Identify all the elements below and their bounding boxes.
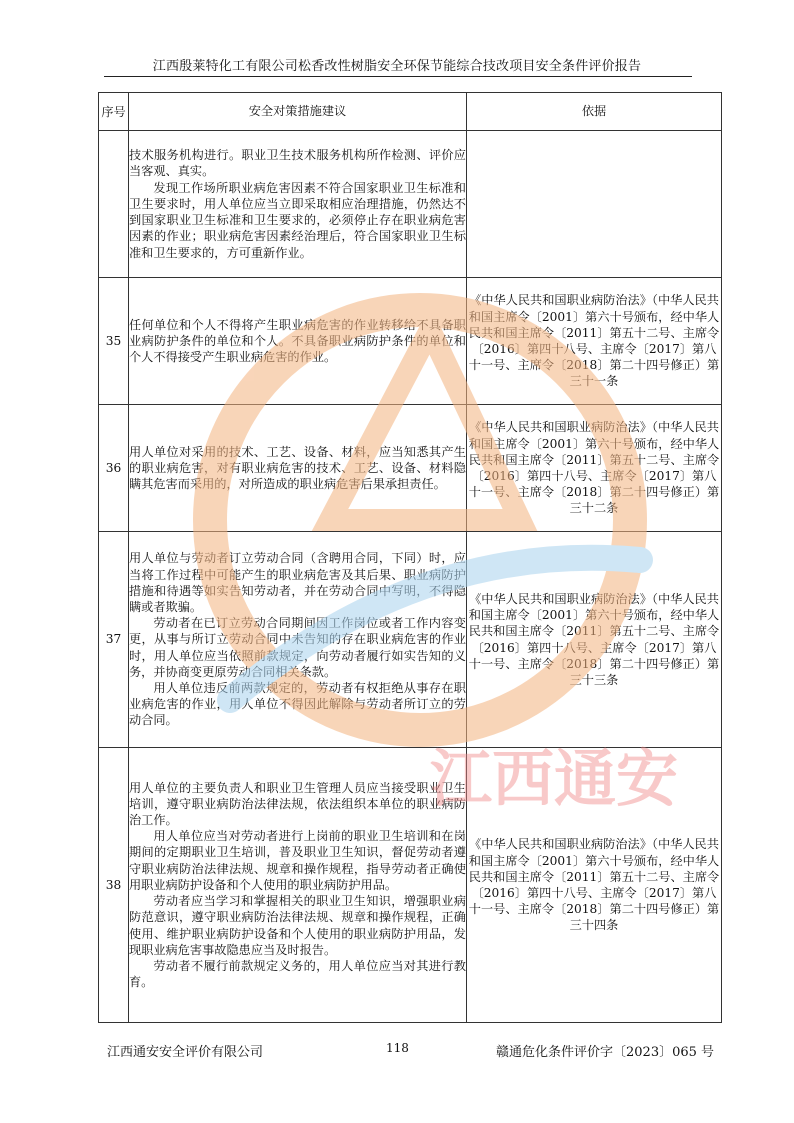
- measure-paragraph: 用人单位的主要负责人和职业卫生管理人员应当接受职业卫生培训，遵守职业病防治法律法规，依法组织本单位的职业病防治工作。: [129, 780, 466, 828]
- table-row: [99, 532, 722, 748]
- table-row: [99, 748, 722, 1023]
- basis-cell: 《中华人民共和国职业病防治法》（中华人民共和国主席令〔2001〕第六十号颁布，经中华人民共和国主席令〔2011〕第五十二号、主席令〔2016〕第四十八号、主席令〔2017〕第八十一号、主席令〔2018〕第二十四号修正）第三十二条: [467, 405, 722, 532]
- measure-cell: [129, 405, 467, 532]
- header-no: 序号: [99, 93, 129, 131]
- footer-page-number: 118: [386, 1041, 409, 1055]
- table-row: [99, 405, 722, 532]
- table-header-row: [99, 93, 722, 131]
- measure-paragraph: 发现工作场所职业病危害因素不符合国家职业卫生标准和卫生要求时，用人单位应当立即采取相应治理措施，仍然达不到国家职业卫生标准和卫生要求的，必须停止存在职业病危害因素的作业；职业病危害因素经治理后，符合国家职业卫生标准和卫生要求的，方可重新作业。: [129, 180, 466, 260]
- footer-company: 江西通安安全评价有限公司: [107, 1045, 264, 1060]
- row-number: 38: [99, 748, 129, 1023]
- basis-cell: 《中华人民共和国职业病防治法》（中华人民共和国主席令〔2001〕第六十号颁布，经中华人民共和国主席令〔2011〕第五十二号、主席令〔2016〕第四十八号、主席令〔2017〕第八十一号、主席令〔2018〕第二十四号修正）第三十三条: [467, 532, 722, 748]
- header-measure: 安全对策措施建议: [129, 93, 467, 131]
- header-title: 江西殷莱特化工有限公司松香改性树脂安全环保节能综合技改项目安全条件评价报告: [152, 59, 642, 74]
- measure-cell: [129, 748, 467, 1023]
- measure-paragraph: 劳动者应当学习和掌握相关的职业卫生知识，增强职业病防范意识，遵守职业病防治法律法规、规章和操作规程，正确使用、维护职业病防护设备和个人使用的职业病防护用品，发现职业病危害事故隐患应当及时报告。: [129, 894, 466, 957]
- measure-paragraph: 用人单位违反前两款规定的，劳动者有权拒绝从事存在职业病危害的作业，用人单位不得因此解除与劳动者所订立的劳动合同。: [129, 681, 466, 728]
- measure-paragraph: 用人单位对采用的技术、工艺、设备、材料，应当知悉其产生的职业病危害，对有职业病危害的技术、工艺、设备、材料隐瞒其危害而采用的，对所造成的职业病危害后果承担责任。: [129, 444, 466, 492]
- row-number: 37: [99, 532, 129, 748]
- row-number: [99, 131, 129, 278]
- header-rule: [104, 76, 692, 77]
- measure-paragraph: 用人单位与劳动者订立劳动合同（含聘用合同，下同）时，应当将工作过程中可能产生的职业病危害及其后果、职业病防护措施和待遇等如实告知劳动者，并在劳动合同中写明，不得隐瞒或者欺骗。: [129, 551, 466, 614]
- measure-cell: [129, 278, 467, 405]
- basis-cell: [467, 131, 722, 278]
- measure-paragraph: 任何单位和个人不得将产生职业病危害的作业转移给不具备职业病防护条件的单位和个人。不具备职业病防护条件的单位和个人不得接受产生职业病危害的作业。: [129, 317, 466, 365]
- row-number: 36: [99, 405, 129, 532]
- measure-paragraph: 技术服务机构进行。职业卫生技术服务机构所作检测、评价应当客观、真实。: [129, 148, 466, 179]
- footer-doc-number: 赣通危化条件评价字〔2023〕065 号: [496, 1045, 715, 1060]
- basis-cell: 《中华人民共和国职业病防治法》（中华人民共和国主席令〔2001〕第六十号颁布，经中华人民共和国主席令〔2011〕第五十二号、主席令〔2016〕第四十八号、主席令〔2017〕第八十一号、主席令〔2018〕第二十四号修正）第三十一条: [467, 278, 722, 405]
- table-row: [99, 278, 722, 405]
- row-number: 35: [99, 278, 129, 405]
- watermark-text: 江西通安: [430, 745, 679, 814]
- measures-table: [98, 92, 722, 1023]
- table-row: [99, 131, 722, 278]
- header-basis: 依据: [467, 93, 722, 131]
- basis-cell: 《中华人民共和国职业病防治法》（中华人民共和国主席令〔2001〕第六十号颁布，经中华人民共和国主席令〔2011〕第五十二号、主席令〔2016〕第四十八号、主席令〔2017〕第八十一号、主席令〔2018〕第二十四号修正）第三十四条: [467, 748, 722, 1023]
- measure-paragraph: 劳动者不履行前款规定义务的，用人单位应当对其进行教育。: [129, 958, 466, 990]
- measure-cell: [129, 131, 467, 278]
- measure-paragraph: 用人单位应当对劳动者进行上岗前的职业卫生培训和在岗期间的定期职业卫生培训，普及职业卫生知识，督促劳动者遵守职业病防治法律法规、规章和操作规程，指导劳动者正确使用职业病防护设备和个人使用的职业病防护用品。: [129, 829, 466, 892]
- measure-cell: [129, 532, 467, 748]
- measure-paragraph: 劳动者在已订立劳动合同期间因工作岗位或者工作内容变更，从事与所订立劳动合同中未告知的存在职业病危害的作业时，用人单位应当依照前款规定，向劳动者履行如实告知的义务，并协商变更原劳动合同相关条款。: [129, 616, 466, 679]
